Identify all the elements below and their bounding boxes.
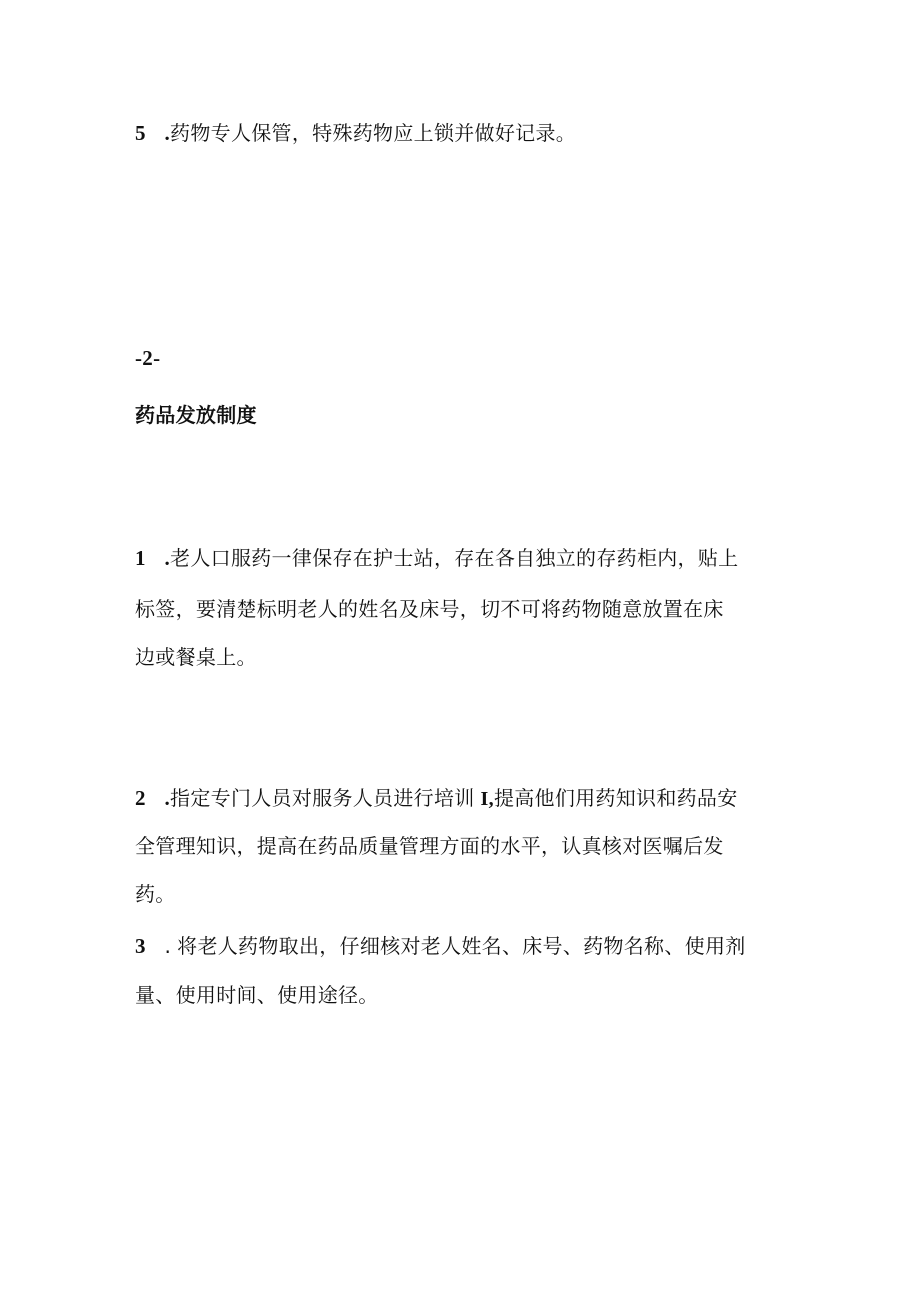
item-1-number: 1 [135,546,146,570]
item-5-separator: . [164,121,171,145]
item-3-number: 3 [135,934,146,958]
item-2-number: 2 [135,786,146,810]
item-1-line-3: 边或餐桌上。 [135,645,257,669]
item-3-line-1 [135,934,746,958]
item-2-line-2: 全管理知识，提高在药品质量管理方面的水平，认真核对医嘱后发 [135,834,724,858]
item-2-separator: . [164,786,171,810]
item-5-number: 5 [135,121,146,145]
item-1-text-1: 老人口服药一律保存在护士站，存在各自独立的存药柜内，贴上 [170,546,739,570]
item-3-text-1: 将老人药物取出，仔细核对老人姓名、床号、药物名称、使用剂 [177,934,746,958]
page-number: -2- [135,346,161,370]
item-2-text-1b: I, [480,788,494,810]
item-1-line-2: 标签，要清楚标明老人的姓名及床号，切不可将药物随意放置在床 [135,597,724,621]
item-2-line-1 [135,786,738,811]
item-2-text-1a: 指定专门人员对服务人员进行培训 [170,786,475,810]
item-1-separator: . [164,546,171,570]
item-5-text: 药物专人保管，特殊药物应上锁并做好记录。 [170,121,577,145]
item-5-line-1 [135,121,576,145]
item-3-separator: . [164,934,172,958]
item-1-line-1 [135,546,738,570]
item-2-text-1c: 提高他们用药知识和药品安 [493,786,738,810]
item-2-line-3: 药。 [135,882,176,906]
item-3-line-2: 量、使用时间、使用途径。 [135,983,379,1007]
section-title: 药品发放制度 [135,403,257,427]
